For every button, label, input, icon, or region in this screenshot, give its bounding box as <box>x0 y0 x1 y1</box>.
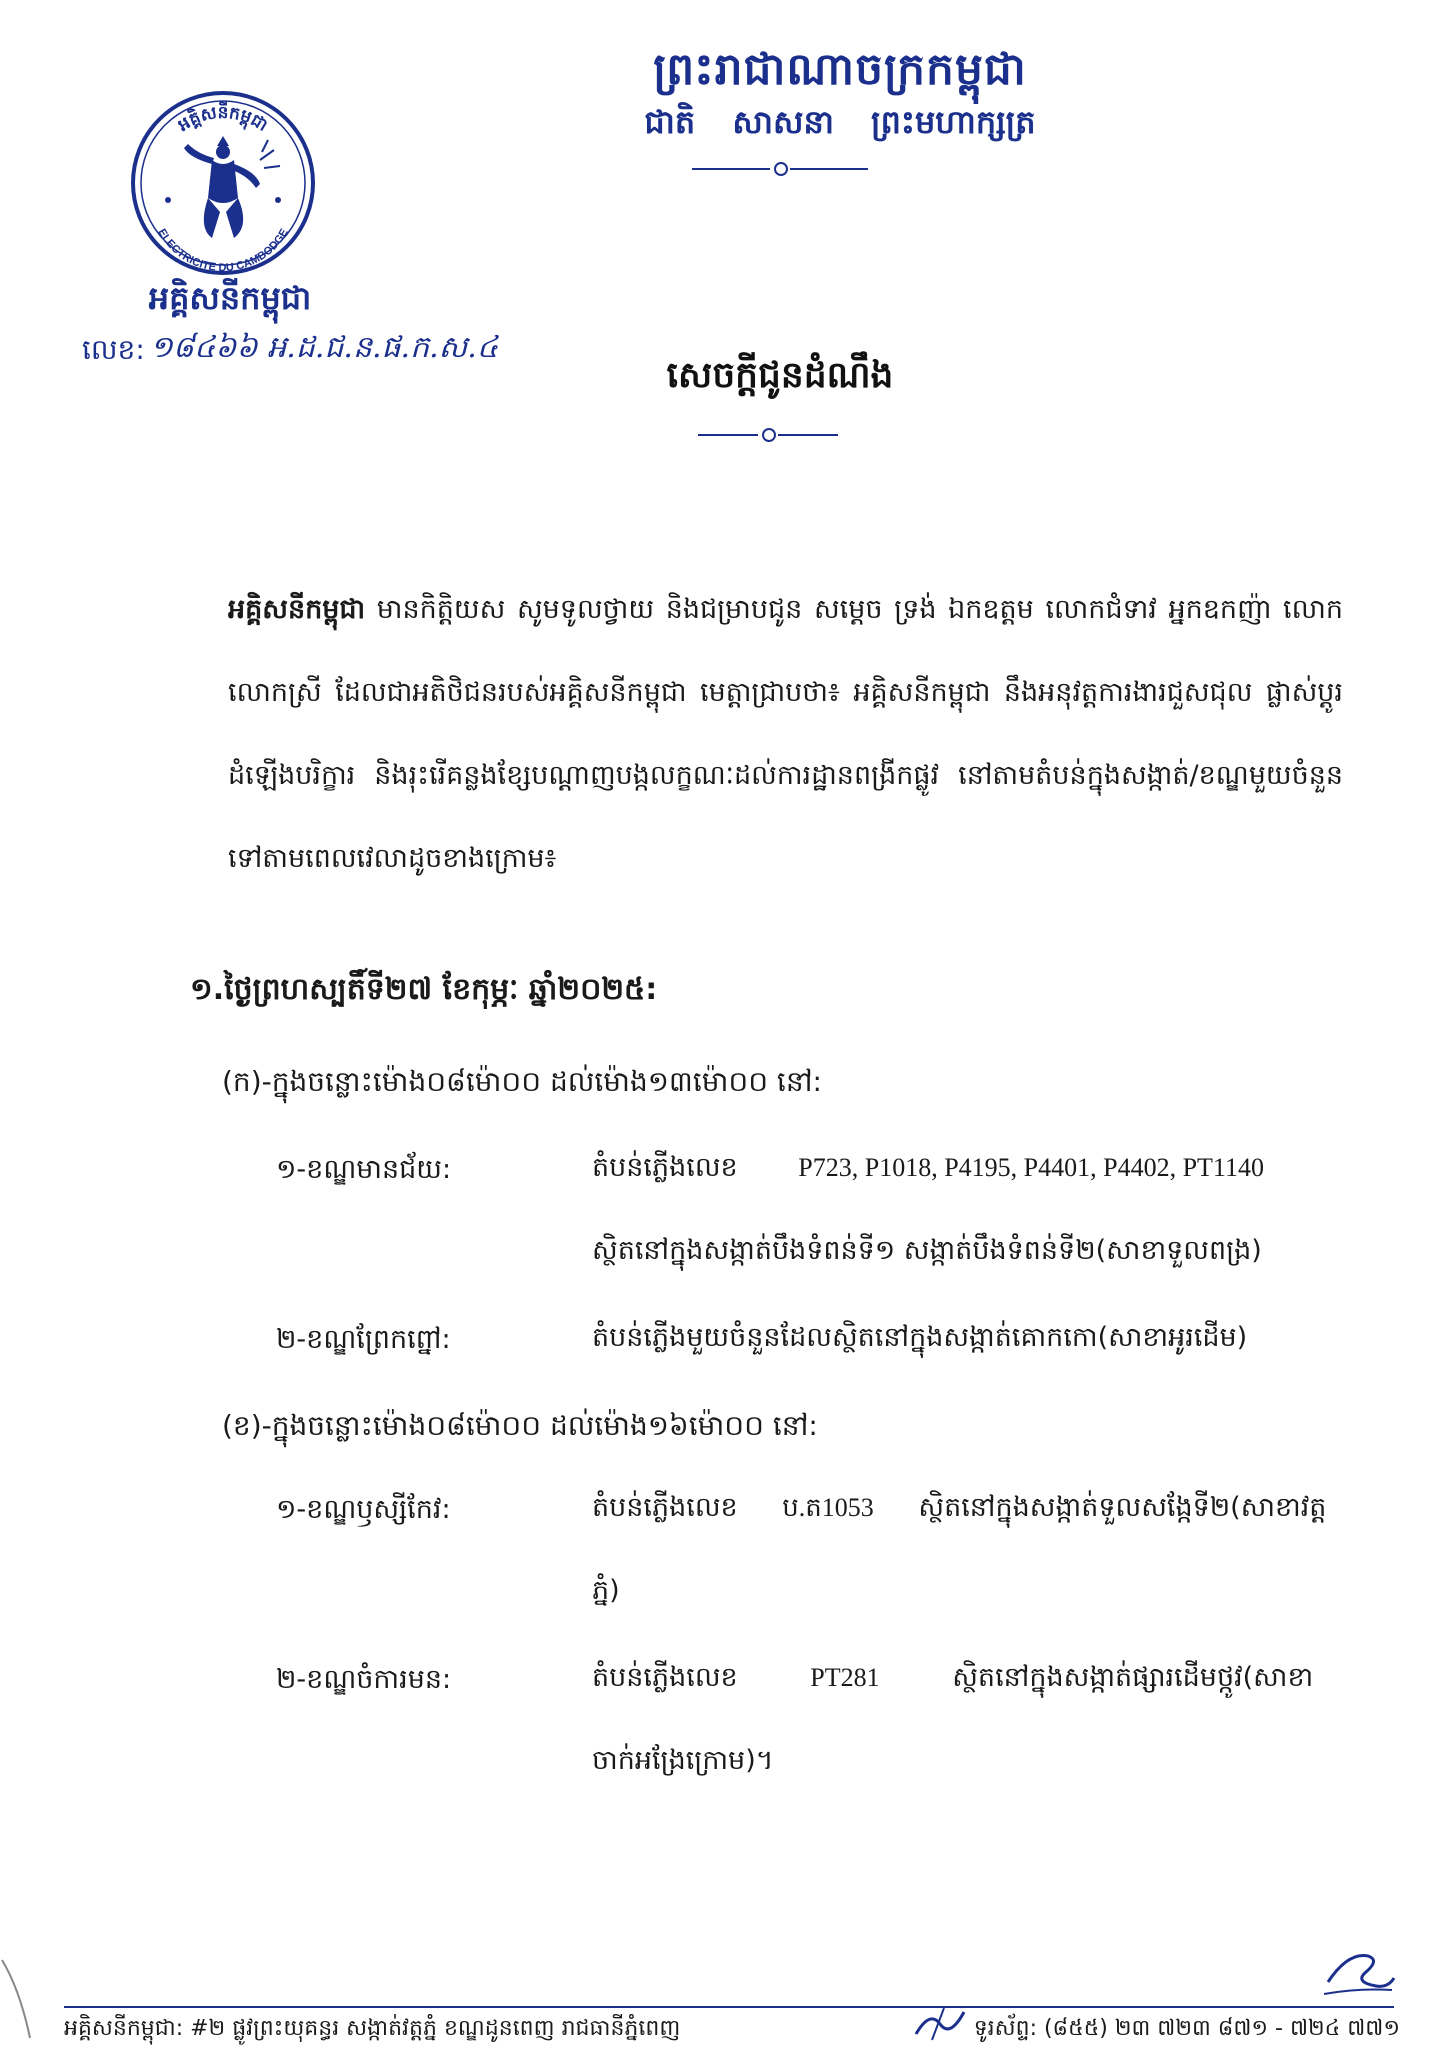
circuit-codes: PT281 <box>810 1663 880 1692</box>
seal-bottom-text: ELECTRICITE DU CAMBODGE <box>155 226 291 275</box>
district-detail <box>592 1296 1337 1379</box>
national-motto: ជាតិ សាសនា ព្រះមហាក្សត្រ <box>644 103 1036 141</box>
district-label: ២-ខណ្ឌព្រែកព្នៅ: <box>276 1324 451 1355</box>
sender-organization: អគ្គិសនីកម្ពុជា <box>148 279 312 317</box>
intro-text: មានកិត្តិយស សូមទូលថ្វាយ និងជម្រាបជូន សម្តេច ទ្រង់ ឯកឧត្តម លោកជំទាវ អ្នកឧកញ៉ា លោក លោកស្រី ដែលជាអតិថិជនរបស់អគ្គិសនីកម្ពុជា មេត្តាជ្រាបថា៖ អគ្គិសនីកម្ពុជា នឹងអនុវត្តការងារជួសជុល ផ្លាស់ប្តូរដំឡើងបរិក្ខារ និងរុះរើគន្លងខ្សែបណ្តាញបង្កលក្ខណៈដល់ការដ្ឋានពង្រីកផ្លូវ នៅតាមតំបន់ក្នុងសង្កាត់/ខណ្ឌមួយចំនួនទៅតាមពេលវេលាដូចខាងក្រោម៖ <box>228 594 1343 874</box>
reference-number: ១៨៤៦៦ អ.ដ.ជ.ន.ផ.ក.ស.៤ <box>150 330 499 365</box>
circuit-codes: ប.ត1053 <box>782 1493 874 1522</box>
detail-prefix: តំបន់ភ្លើងលេខ <box>592 1662 738 1693</box>
svg-text:អគ្គិសនីកម្ពុជា <box>175 101 272 136</box>
reference-label: លេខ: <box>82 333 145 366</box>
detail-suffix: ស្ថិតនៅក្នុងសង្កាត់ផ្សារដើមថ្កូវ(សាខាចាក់អង្រែក្រោម)។ <box>592 1662 1314 1776</box>
district-label: ២-ខណ្ឌចំការមន: <box>276 1664 452 1695</box>
district-detail <box>592 1466 1337 1632</box>
district-label: ១-ខណ្ឌមានជ័យ: <box>276 1154 452 1185</box>
intro-paragraph <box>228 568 1343 900</box>
footer-divider <box>64 2006 1394 2008</box>
detail-prefix: តំបន់ភ្លើងមួយចំនួនដែលស្ថិតនៅក្នុងសង្កាត់គោកកោ(សាខាអូរដើម) <box>592 1322 1248 1353</box>
schedule-day-heading: ១.ថ្ងៃព្រហស្បតិ៍ទី២៧ ខែកុម្ភៈ ឆ្នាំ២០២៥: <box>190 972 658 1007</box>
scan-edge-mark <box>0 1950 40 2040</box>
district-detail <box>592 1126 1337 1292</box>
document-title: សេចក្តីជូនដំណឹង <box>666 355 894 396</box>
circuit-codes: P723, P1018, P4195, P4401, P4402, PT1140 <box>798 1153 1264 1182</box>
district-detail <box>592 1636 1337 1802</box>
svg-text:ELECTRICITE DU CAMBODGE <box>155 227 290 274</box>
seal-top-text: អគ្គិសនីកម្ពុជា <box>174 103 272 136</box>
detail-prefix: តំបន់ភ្លើងលេខ <box>592 1492 738 1523</box>
time-slot-heading: (ខ)-ក្នុងចន្លោះម៉ោង០៨ម៉ោ០០ ដល់ម៉ោង១៦ម៉ោ០០ នៅ: <box>222 1409 818 1442</box>
footer-phone: ទូរស័ព្ទ: (៨៥៥) ២៣ ៧២៣ ៨៧១ - ៧២៤ ៧៧១ <box>973 2016 1400 2041</box>
footer-address: អគ្គិសនីកម្ពុជា: #២ ផ្លូវព្រះយុគន្ធរ សង្កាត់វត្តភ្នំ ខណ្ឌដូនពេញ រាជធានីភ្នំពេញ <box>64 2016 681 2041</box>
detail-suffix: ស្ថិតនៅក្នុងសង្កាត់បឹងទំពន់ទី១ សង្កាត់បឹងទំពន់ទី២(សាខាទួលពង្រ) <box>592 1235 1262 1266</box>
kingdom-heading: ព្រះរាជាណាចក្រកម្ពុជា <box>653 44 1027 95</box>
time-slot-heading: (ក)-ក្នុងចន្លោះម៉ោង០៨ម៉ោ០០ ដល់ម៉ោង១៣ម៉ោ០០ នៅ: <box>222 1065 822 1098</box>
intro-organization: អគ្គិសនីកម្ពុជា <box>228 594 366 625</box>
detail-prefix: តំបន់ភ្លើងលេខ <box>592 1152 738 1183</box>
edc-seal-logo <box>128 88 318 278</box>
district-label: ១-ខណ្ឌឫស្សីកែវ: <box>276 1494 451 1525</box>
detail-suffix: ស្ថិតនៅក្នុងសង្កាត់ទួលសង្កែទី២(សាខាវត្តភ្នំ) <box>592 1492 1327 1606</box>
initial-signature-icon <box>1318 1942 1398 2002</box>
